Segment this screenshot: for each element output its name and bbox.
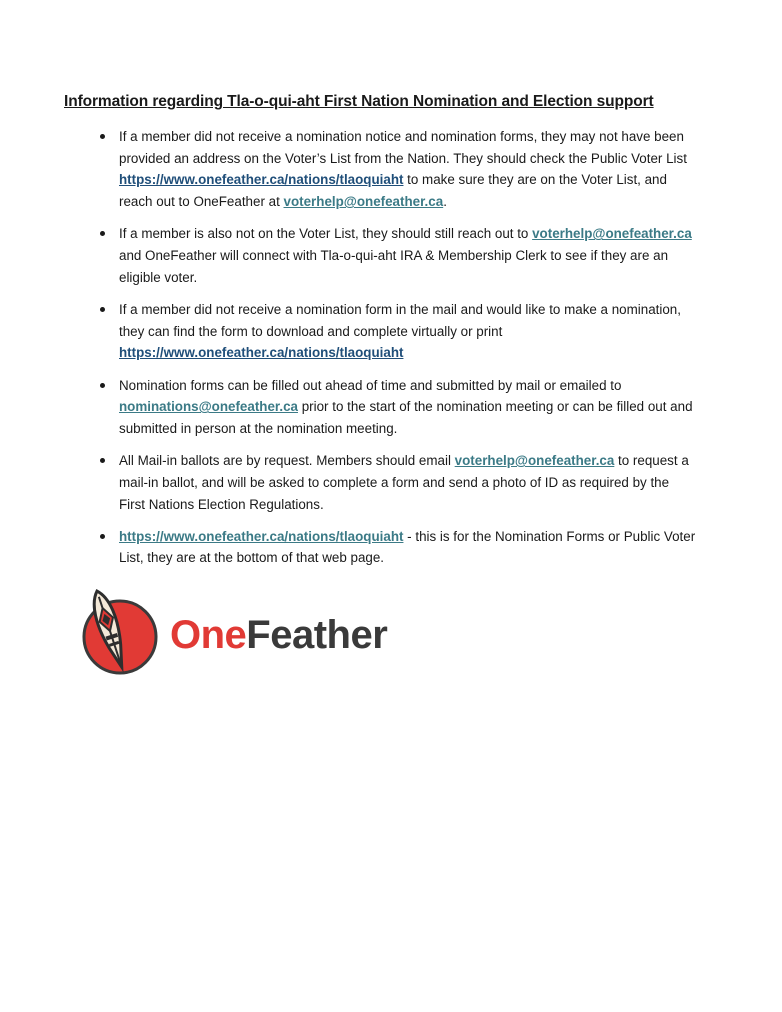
list-item: [96, 375, 696, 440]
list-item: [96, 126, 696, 213]
nations-page-link[interactable]: https://www.onefeather.ca/nations/tlaoquiaht: [119, 528, 404, 544]
bullet-icon: [100, 458, 105, 463]
nominations-email-link[interactable]: nominations@onefeather.ca: [119, 399, 298, 415]
bullet-icon: [100, 134, 105, 139]
voterhelp-email-link[interactable]: voterhelp@onefeather.ca: [532, 226, 692, 242]
brand-feather: Feather: [246, 613, 388, 657]
page-title: Information regarding Tla-o-qui-aht First Nation Nomination and Election support: [64, 93, 654, 110]
list-item: [96, 223, 696, 288]
voter-list-link[interactable]: https://www.onefeather.ca/nations/tlaoquiaht: [119, 172, 404, 188]
bullet-icon: [100, 307, 105, 312]
brand-wordmark: [170, 611, 387, 659]
bullet-icon: [100, 534, 105, 539]
bullet-icon: [100, 383, 105, 388]
bullet-text: and OneFeather will connect with Tla-o-qui-aht IRA & Membership Clerk to see if they are an eligible voter.: [119, 248, 669, 285]
bullet-icon: [100, 231, 105, 236]
list-item: [96, 526, 696, 569]
list-item: [96, 299, 696, 364]
bullet-text: - this is for the Nomination Forms or Public Voter List, they are at the bottom of that web page.: [119, 528, 696, 566]
voterhelp-email-link[interactable]: voterhelp@onefeather.ca: [283, 194, 444, 210]
bullet-text: If a member did not receive a nomination form in the mail and would like to make a nomination, they can find the form to download and complete virtually or print: [119, 301, 681, 339]
bullet-text: to request a mail-in ballot, and will be asked to complete a form and send a photo of ID as required by the First Nations Election Regulations.: [119, 453, 689, 512]
bullet-text: If a member did not receive a nomination notice and nomination forms, they may not have been provided an address on the Voter’s List from the Nation. They should check the Public Voter List: [119, 129, 687, 166]
brand-one: One: [170, 613, 247, 657]
bullet-text: Nomination forms can be filled out ahead of time and submitted by mail or emailed to: [119, 377, 622, 393]
bullet-text: prior to the start of the nomination meeting or can be filled out and submitted in person at the nomination meeting.: [119, 399, 693, 436]
onefeather-logo: [80, 585, 400, 677]
feather-emblem-icon: [80, 585, 158, 677]
bullet-text: All Mail-in ballots are by request. Members should email: [119, 453, 455, 469]
bullet-text: .: [443, 194, 447, 210]
nomination-form-link[interactable]: https://www.onefeather.ca/nations/tlaoquiaht: [119, 345, 404, 361]
bullet-text: to make sure they are on the Voter List, and reach out to OneFeather at: [119, 172, 667, 210]
voterhelp-email-link[interactable]: voterhelp@onefeather.ca: [454, 453, 615, 469]
list-item: [96, 450, 696, 515]
bullet-text: If a member is also not on the Voter List, they should still reach out to: [119, 226, 533, 242]
info-list: [96, 126, 696, 580]
